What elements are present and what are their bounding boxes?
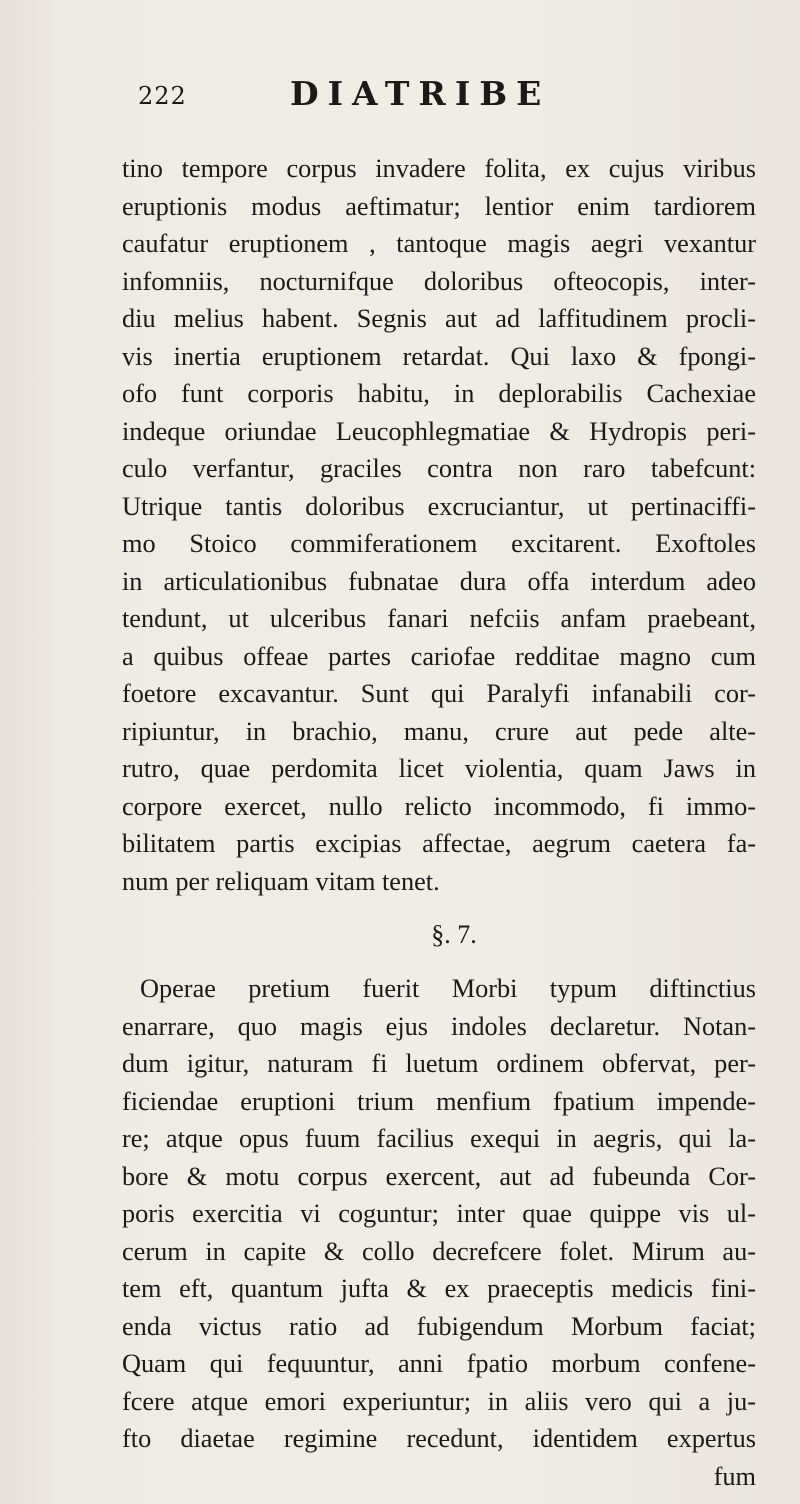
text-line: Quam qui fequuntur, anni fpatio morbum confene- xyxy=(122,1349,756,1378)
catchword: fum xyxy=(713,1461,756,1491)
text-line: tino tempore corpus invadere folita, ex cujus viribus xyxy=(122,154,756,183)
text-line: poris exercitia vi coguntur; inter quae quippe vis ul- xyxy=(122,1199,756,1228)
text-line: fto diaetae regimine recedunt, identidem expertus xyxy=(122,1424,756,1453)
text-line: Utrique tantis doloribus excruciantur, ut pertinaciffi- xyxy=(122,491,756,521)
text-line: a quibus offeae partes cariofae redditae magno cum xyxy=(122,641,756,671)
text-line: cerum in capite & collo decrefcere folet. Mirum au- xyxy=(122,1236,756,1266)
paragraph-2 xyxy=(122,970,756,1495)
text-line: caufatur eruptionem , tantoque magis aegri vexantur xyxy=(122,229,756,258)
text-line: tem eft, quantum jufta & ex praeceptis medicis fini- xyxy=(122,1274,756,1303)
page-header xyxy=(100,74,760,118)
text-line: num per reliquam vitam tenet. xyxy=(122,866,440,896)
running-head: DIATRIBE xyxy=(290,74,551,113)
text-line: eruptionis modus aeftimatur; lentior enim tardiorem xyxy=(122,191,756,221)
text-line: infomniis, nocturnifque doloribus ofteocopis, inter- xyxy=(122,266,756,296)
text-line: enda victus ratio ad fubigendum Morbum faciat; xyxy=(122,1311,756,1341)
text-line: rutro, quae perdomita licet violentia, quam Jaws in xyxy=(122,754,756,783)
text-line: re; atque opus fuum facilius exequi in aegris, qui la- xyxy=(122,1124,756,1153)
text-line: ripiuntur, in brachio, manu, crure aut pede alte- xyxy=(122,716,756,746)
text-line: bilitatem partis excipias affectae, aegrum caetera fa- xyxy=(122,829,756,858)
text-line: bore & motu corpus exercent, aut ad fubeunda Cor- xyxy=(122,1161,756,1191)
text-line: ofo funt corporis habitu, in deplorabilis Cachexiae xyxy=(122,379,756,408)
paragraph-1 xyxy=(122,150,756,900)
text-line: dum igitur, naturam fi luetum ordinem obfervat, per- xyxy=(122,1049,756,1078)
text-line: indeque oriundae Leucophlegmatiae & Hydropis peri- xyxy=(122,416,756,446)
text-line: fcere atque emori experiuntur; in aliis vero qui a ju- xyxy=(122,1386,756,1416)
text-line: corpore exercet, nullo relicto incommodo, fi immo- xyxy=(122,791,756,821)
text-line: ficiendae eruptioni trium menfium fpatium impende- xyxy=(122,1086,756,1116)
text-line: tendunt, ut ulceribus fanari nefciis anfam praebeant, xyxy=(122,604,756,633)
body-text xyxy=(122,150,756,1495)
text-line: in articulationibus fubnatae dura offa interdum adeo xyxy=(122,566,756,596)
text-line: enarrare, quo magis ejus indoles declaretur. Notan- xyxy=(122,1011,756,1041)
page-number: 222 xyxy=(138,82,187,110)
section-heading: §. 7. xyxy=(431,920,477,949)
text-line: vis inertia eruptionem retardat. Qui laxo & fpongi- xyxy=(122,341,756,371)
text-line: diu melius habent. Segnis aut ad laffitudinem procli- xyxy=(122,304,756,333)
text-line: culo verfantur, graciles contra non raro tabefcunt: xyxy=(122,454,756,483)
text-line: mo Stoico commiferationem excitarent. Exoftoles xyxy=(122,529,756,558)
text-line: foetore excavantur. Sunt qui Paralyfi infanabili cor- xyxy=(122,679,756,708)
text-line: Operae pretium fuerit Morbi typum diftinctius xyxy=(140,974,756,1003)
